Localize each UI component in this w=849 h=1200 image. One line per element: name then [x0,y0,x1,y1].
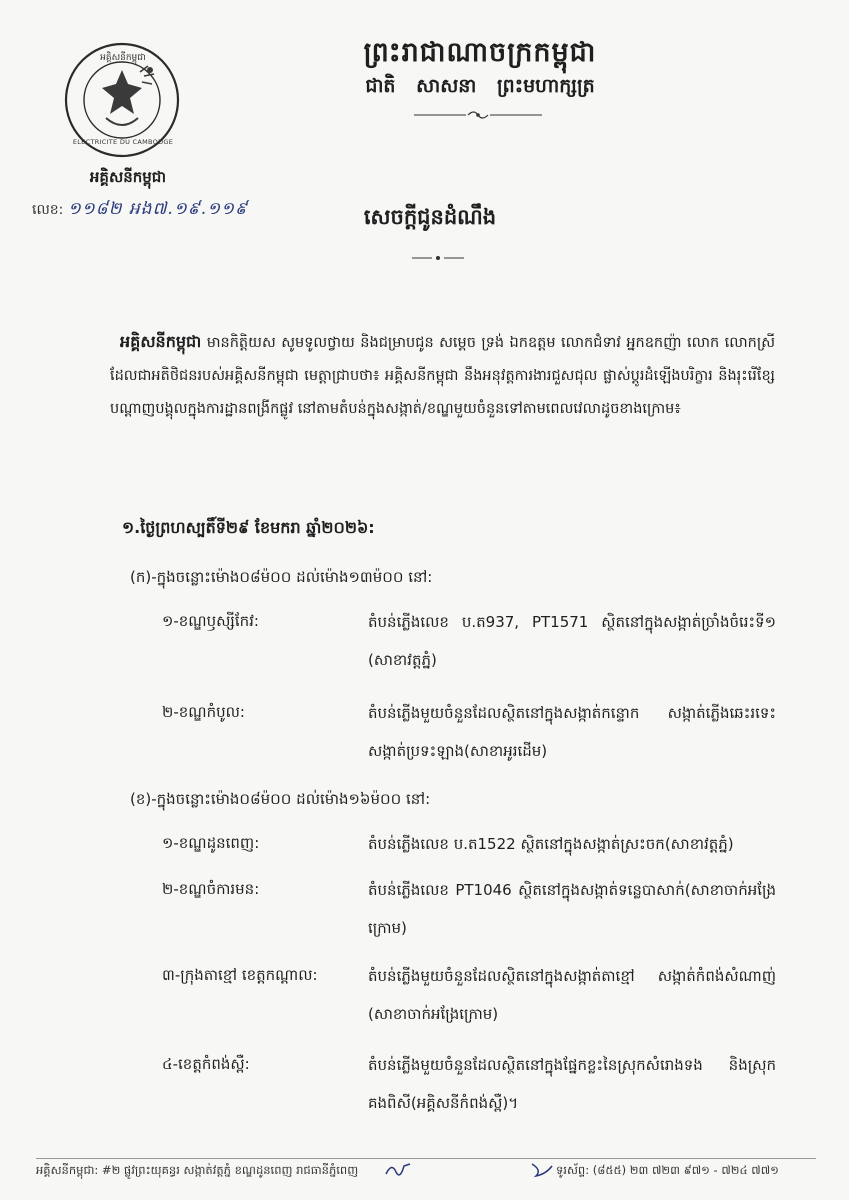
area-label: ២-ខណ្ឌកំបូល: [162,703,245,721]
area-detail: តំបន់ភ្លើងលេខ ប.ត1522 ស្ថិតនៅក្នុងសង្កាត់ស្រះចក(សាខាវត្តភ្នំ) [368,835,734,853]
area-label: ២-ខណ្ឌចំការមន: [162,880,260,898]
motto-ornament-divider [412,108,544,122]
footer-divider [36,1158,816,1159]
area-label: ១-ខណ្ឌឫស្សីកែវ: [162,612,259,630]
area-detail: តំបន់ភ្លើងមួយចំនួនដែលស្ថិតនៅក្នុងផ្នែកខ្លះនៃស្រុកសំរោងទង និងស្រុកគងពិសី(អគ្គិសនីកំពង់ស្ពឺ)។ [368,1056,776,1112]
reference-number: ១១៨២ អង៧.១៩.១១៩ [67,199,248,219]
reference-line [32,198,248,223]
reference-label: លេខ: [32,202,64,218]
intro-lead: អគ្គិសនីកម្ពុជា [120,332,202,351]
area-label: ៣-ក្រុងតាខ្មៅ ខេត្តកណ្តាល: [162,966,318,984]
initial-mark-right [528,1160,556,1180]
title-divider [412,252,464,264]
initial-mark-left [384,1160,412,1180]
area-detail: តំបន់ភ្លើងមួយចំនួនដែលស្ថិតនៅក្នុងសង្កាត់តាខ្មៅ សង្កាត់កំពង់សំណាញ់ (សាខាចាក់អង្រែក្រោម) [368,967,776,1023]
footer-address: អគ្គិសនីកម្ពុជា: #២ ផ្លូវព្រះយុគន្ធរ សង្កាត់វត្តភ្នំ ខណ្ឌដូនពេញ រាជធានីភ្នំពេញ [36,1163,359,1177]
kingdom-heading: ព្រះរាជាណាចក្រកម្ពុជា [363,37,597,68]
intro-body: មានកិត្តិយស សូមទូលថ្វាយ និងជម្រាបជូន សម្តេច ទ្រង់ ឯកឧត្តម លោកជំទាវ អ្នកឧកញ៉ា លោក លោកស្រី ដែលជាអតិថិជនរបស់អគ្គិសនីកម្ពុជា មេត្តាជ្រាបថា៖ អគ្គិសនីកម្ពុជា នឹងអនុវត្តការងារជួសជុល ផ្លាស់ប្តូរដំឡើងបរិក្ខារ និងរុះរើខ្សែបណ្តាញបង្គុលក្នុងការដ្ឋានពង្រីកផ្លូវ នៅតាមតំបន់ក្នុងសង្កាត់/ខណ្ឌមួយចំនួនទៅតាមពេលវេលាដូចខាងក្រោម៖ [110,335,776,417]
date-heading: ១.ថ្ងៃព្រហស្បតិ៍ទី២៩ ខែមករា ឆ្នាំ២០២៦: [122,518,375,537]
period-label: (ក)-ក្នុងចន្លោះម៉ោង០៨ម៉០០ ដល់ម៉ោង១៣ម៉០០ នៅ: [130,568,433,586]
area-detail: តំបន់ភ្លើងលេខ ប.ត937, PT1571 ស្ថិតនៅក្នុងសង្កាត់ច្រាំងចំរេះទី១ (សាខាវត្តភ្នំ) [368,613,776,669]
organization-name: អគ្គិសនីកម្ពុជា [89,168,167,186]
notice-title: សេចក្តីជូនដំណឹង [363,205,497,229]
period-label: (ខ)-ក្នុងចន្លោះម៉ោង០៨ម៉០០ ដល់ម៉ោង១៦ម៉០០ នៅ: [130,790,431,808]
intro-paragraph [110,325,775,426]
national-motto: ជាតិ សាសនា ព្រះមហាក្សត្រ [365,75,595,97]
area-label: ៤-ខេត្តកំពង់ស្ពឺ: [162,1055,250,1073]
logo-text-bottom: ELECTRICITE DU CAMBODGE [72,138,174,146]
area-label: ១-ខណ្ឌដូនពេញ: [162,834,260,852]
area-detail: តំបន់ភ្លើងលេខ PT1046 ស្ថិតនៅក្នុងសង្កាត់ទន្លេបាសាក់(សាខាចាក់អង្រែក្រោម) [368,881,776,937]
footer-phone: ទូរស័ព្ទ: (៨៥៥) ២៣ ៧២៣ ៩៧១ - ៧២៤ ៧៧១ [556,1163,779,1177]
logo-text-top: អគ្គិសនីកម្ពុជា [100,53,146,63]
area-detail: តំបន់ភ្លើងមួយចំនួនដែលស្ថិតនៅក្នុងសង្កាត់កន្ទោក សង្កាត់ភ្លើងឆេះរទេះ សង្កាត់ប្រទះឡាង(សាខាអូរដើម) [368,704,776,760]
